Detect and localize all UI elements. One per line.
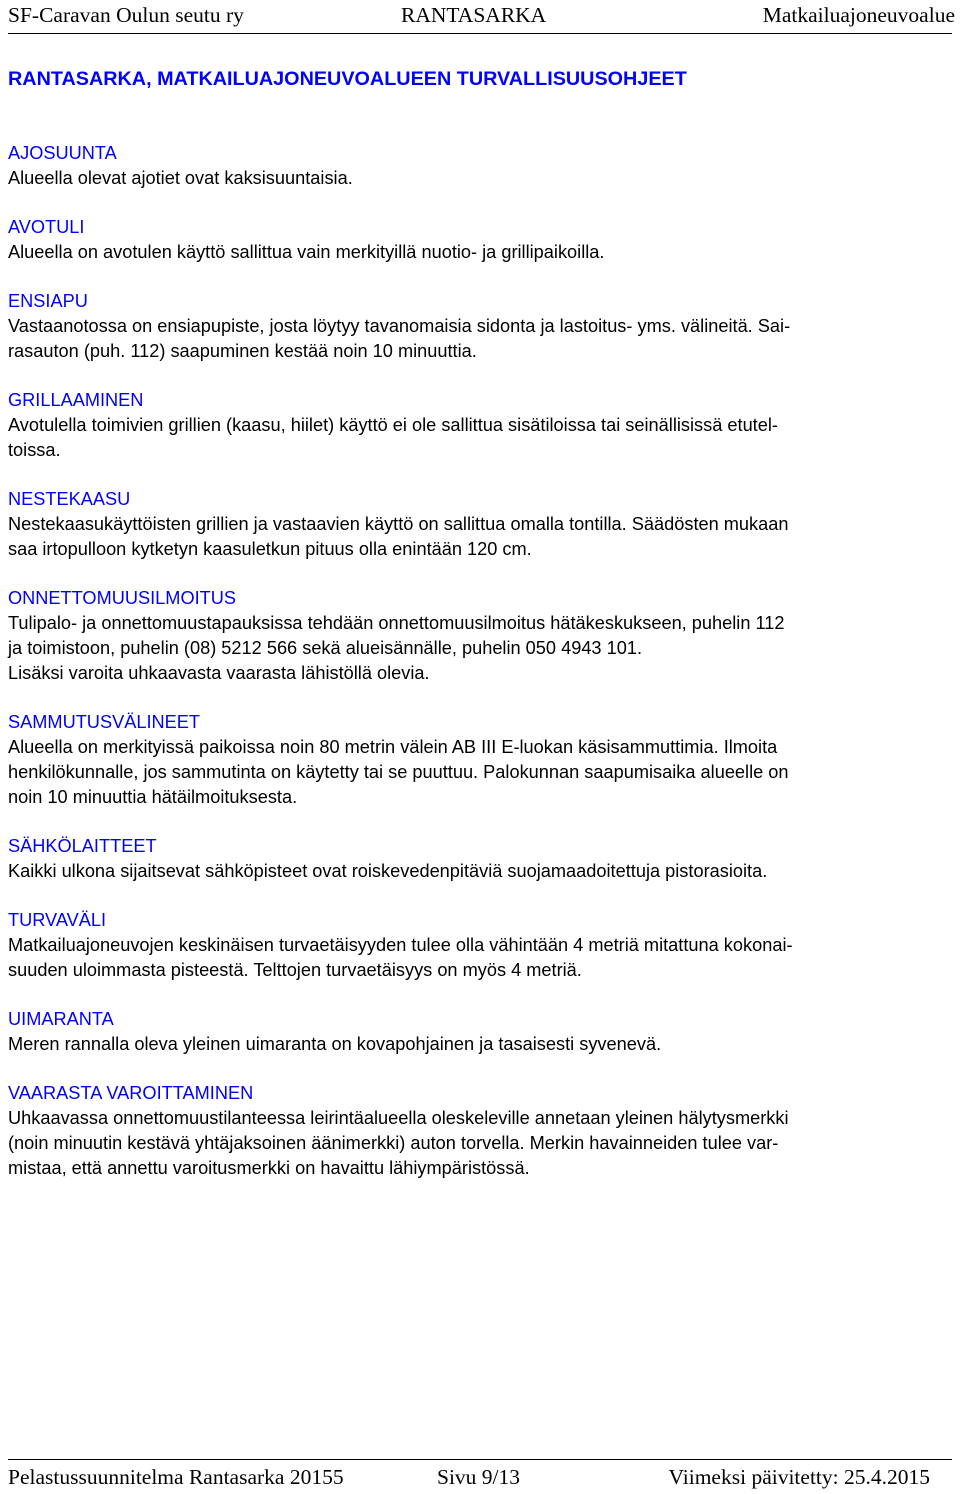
safety-instructions bbox=[8, 141, 952, 1205]
section-body: Tulipalo- ja onnettomuustapauksissa tehdään onnettomuusilmoitus hätäkeskukseen, puhelin 112 ja toimistoon, puhelin (08) 5212 566 sekä alueisännälle, puhelin 050 4943 101. Lisäksi varoita uhkaavasta vaarasta lähistöllä olevia. bbox=[8, 613, 785, 683]
section-ajosuunta bbox=[8, 141, 952, 191]
section-ensiapu bbox=[8, 289, 952, 364]
page-header bbox=[0, 0, 960, 34]
section-uimaranta bbox=[8, 1007, 952, 1057]
footer-last-updated: Viimeksi päivitetty: 25.4.2015 bbox=[668, 1465, 930, 1489]
section-heading: GRILLAAMINEN bbox=[8, 390, 144, 410]
section-body: Matkailuajoneuvojen keskinäisen turvaetäisyyden tulee olla vähintään 4 metriä mitattuna kokonai- suuden uloimmasta pisteestä. Telttojen turvaetäisyys on myös 4 metriä. bbox=[8, 935, 793, 980]
section-heading: VAARASTA VAROITTAMINEN bbox=[8, 1083, 254, 1103]
section-body: Uhkaavassa onnettomuustilanteessa leirintäalueella oleskeleville annetaan yleinen hälytysmerkki (noin minuutin kestävä yhtäjaksoinen äänimerkki) auton torvella. Merkin havainneiden tulee var- mistaa, että annettu varoitusmerkki on havaittu lähiympäristössä. bbox=[8, 1108, 789, 1178]
section-body: Alueella olevat ajotiet ovat kaksisuuntaisia. bbox=[8, 168, 353, 188]
header-divider bbox=[8, 33, 952, 34]
document-title: RANTASARKA, MATKAILUAJONEUVOALUEEN TURVALLISUUSOHJEET bbox=[8, 68, 687, 90]
section-body: Kaikki ulkona sijaitsevat sähköpisteet ovat roiskevedenpitäviä suojamaadoitettuja pistorasioita. bbox=[8, 861, 768, 881]
section-grillaaminen bbox=[8, 388, 952, 463]
header-site-name: RANTASARKA bbox=[401, 3, 547, 27]
section-heading: ENSIAPU bbox=[8, 291, 88, 311]
header-organization: SF-Caravan Oulun seutu ry bbox=[8, 3, 244, 27]
section-body: Alueella on avotulen käyttö sallittua vain merkityillä nuotio- ja grillipaikoilla. bbox=[8, 242, 605, 262]
section-body: Avotulella toimivien grillien (kaasu, hiilet) käyttö ei ole sallittua sisätiloissa tai seinällisissä etutel- toissa. bbox=[8, 415, 778, 460]
section-heading: SÄHKÖLAITTEET bbox=[8, 836, 157, 856]
section-avotuli bbox=[8, 215, 952, 265]
footer-page-number: Sivu 9/13 bbox=[437, 1465, 521, 1489]
footer-document-name: Pelastussuunnitelma Rantasarka 20155 bbox=[8, 1465, 344, 1489]
section-body: Vastaanotossa on ensiapupiste, josta löytyy tavanomaisia sidonta ja lastoitus- yms. välineitä. Sai- rasauton (puh. 112) saapuminen kestää noin 10 minuuttia. bbox=[8, 316, 791, 361]
section-heading: AJOSUUNTA bbox=[8, 143, 117, 163]
section-onnettomuusilmoitus bbox=[8, 586, 952, 686]
section-body: Nestekaasukäyttöisten grillien ja vastaavien käyttö on sallittua omalla tontilla. Säädösten mukaan saa irtopulloon kytketyn kaasuletkun pituus olla enintään 120 cm. bbox=[8, 514, 789, 559]
section-sammutusvälineet bbox=[8, 710, 952, 810]
section-turvaväli bbox=[8, 908, 952, 983]
section-heading: ONNETTOMUUSILMOITUS bbox=[8, 588, 237, 608]
header-area-type: Matkailuajoneuvoalue bbox=[762, 3, 955, 27]
section-heading: SAMMUTUSVÄLINEET bbox=[8, 712, 201, 732]
section-nestekaasu bbox=[8, 487, 952, 562]
section-heading: TURVAVÄLI bbox=[8, 910, 107, 930]
section-body: Meren rannalla oleva yleinen uimaranta on kovapohjainen ja tasaisesti syvenevä. bbox=[8, 1034, 662, 1054]
section-heading: UIMARANTA bbox=[8, 1009, 114, 1029]
section-body: Alueella on merkityissä paikoissa noin 80 metrin välein AB III E-luokan käsisammuttimia. Ilmoita henkilökunnalle, jos sammutinta on käytetty tai se puuttuu. Palokunnan saapumisaika alueelle on noin 10 minuuttia hätäilmoituksesta. bbox=[8, 737, 789, 807]
section-heading: AVOTULI bbox=[8, 217, 85, 237]
section-vaarasta-varoittaminen bbox=[8, 1081, 952, 1181]
section-heading: NESTEKAASU bbox=[8, 489, 131, 509]
page-footer bbox=[0, 1465, 960, 1493]
footer-divider bbox=[8, 1459, 952, 1460]
section-sähkölaitteet bbox=[8, 834, 952, 884]
